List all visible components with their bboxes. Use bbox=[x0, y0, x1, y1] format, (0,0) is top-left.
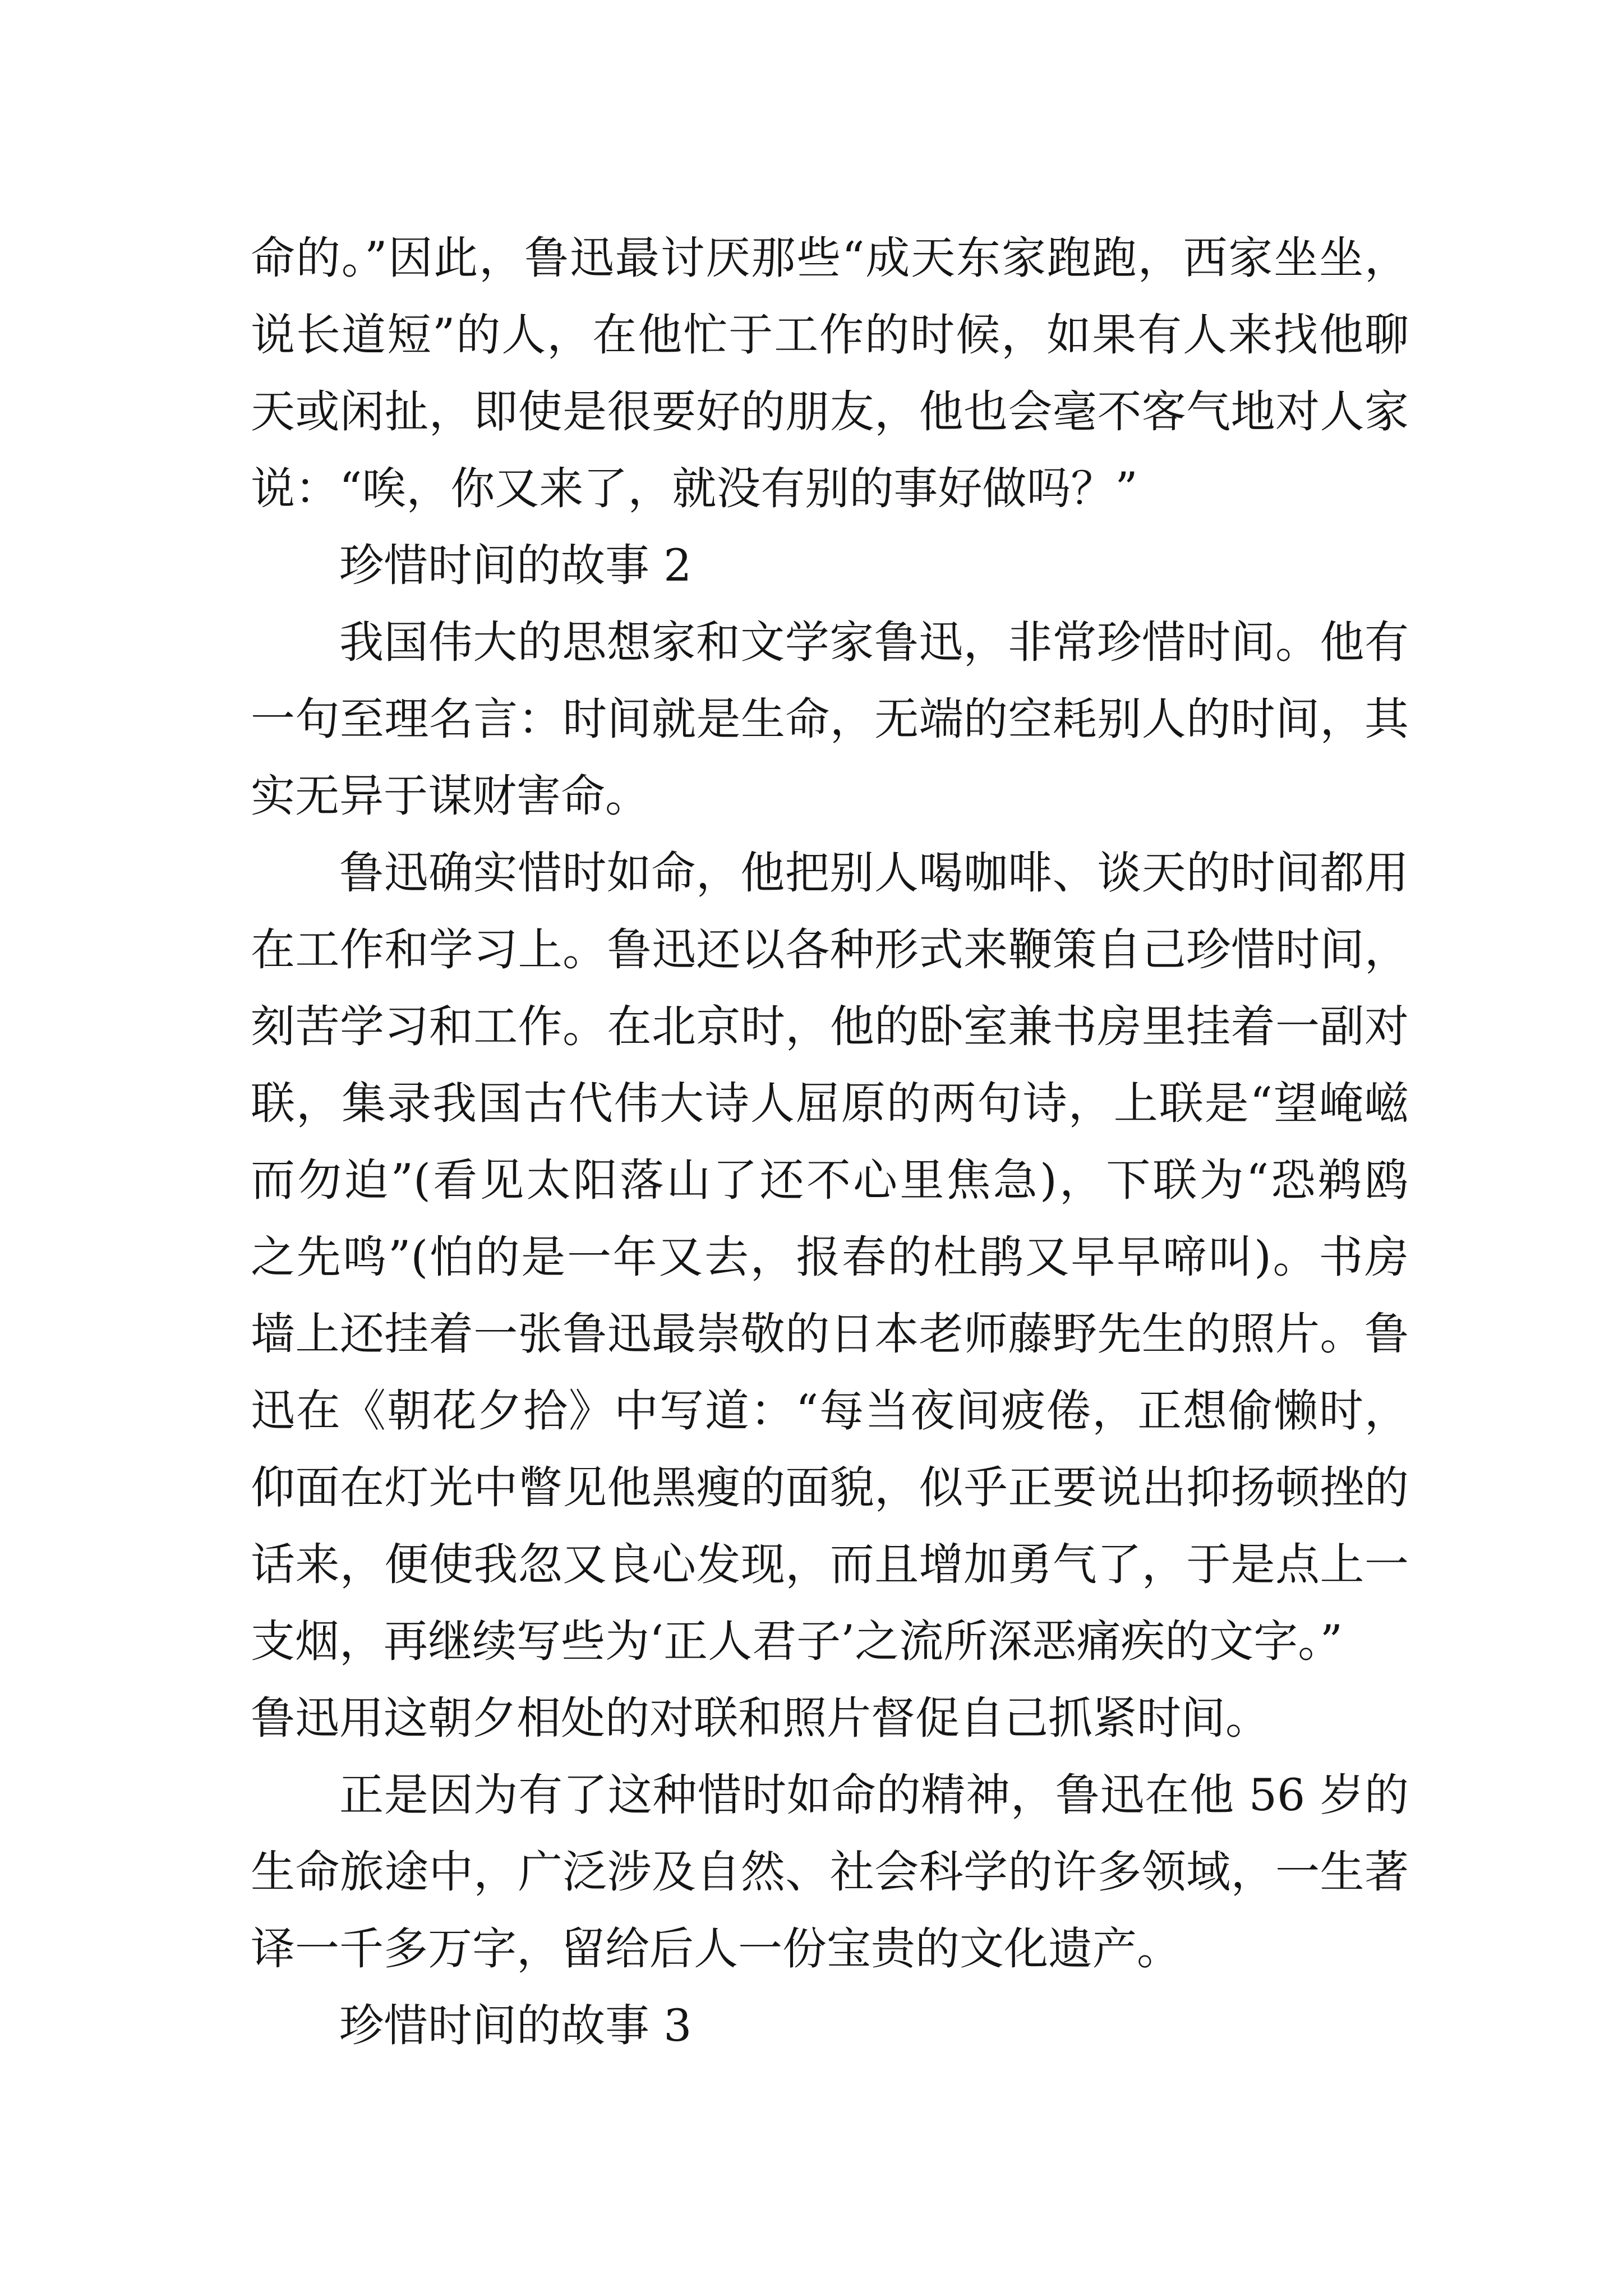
text-line: 实无异于谋财害命。 bbox=[251, 770, 649, 822]
text-line: 墙上还挂着一张鲁迅最崇敬的日本老师藤野先生的照片。鲁 bbox=[251, 1308, 1409, 1360]
text-line: 而勿迫”(看见太阳落山了还不心里焦急)，下联为“恐鹈鸥 bbox=[251, 1154, 1409, 1206]
paragraph bbox=[251, 604, 1409, 835]
section-heading: 珍惜时间的故事 2 bbox=[339, 540, 692, 591]
text-line: 我国伟大的思想家和文学家鲁迅，非常珍惜时间。他有 bbox=[339, 616, 1409, 668]
text-line: 在工作和学习上。鲁迅还以各种形式来鞭策自己珍惜时间， bbox=[251, 924, 1409, 976]
text-line: 说长道短”的人，在他忙于工作的时候，如果有人来找他聊 bbox=[251, 309, 1409, 361]
text-line: 一句至理名言：时间就是生命，无端的空耗别人的时间，其 bbox=[251, 693, 1409, 745]
paragraph bbox=[251, 220, 1409, 527]
text-line: 鲁迅确实惜时如命，他把别人喝咖啡、谈天的时间都用 bbox=[339, 847, 1409, 899]
section-heading: 珍惜时间的故事 3 bbox=[339, 2000, 692, 2051]
text-line: 支烟，再继续写些为‘正人君子’之流所深恶痛疾的文字。” bbox=[251, 1616, 1343, 1667]
text-line: 正是因为有了这种惜时如命的精神，鲁迅在他 56 岁的 bbox=[339, 1769, 1409, 1821]
text-line: 天或闲扯，即使是很要好的朋友，他也会毫不客气地对人家 bbox=[251, 386, 1409, 438]
text-line: 联，集录我国古代伟大诗人屈原的两句诗，上联是“望崦嵫 bbox=[251, 1078, 1409, 1129]
paragraph bbox=[251, 835, 1409, 1757]
text-line: 鲁迅用这朝夕相处的对联和照片督促自己抓紧时间。 bbox=[251, 1692, 1270, 1744]
text-line: 之先鸣”(怕的是一年又去，报春的杜鹃又早早啼叫)。书房 bbox=[251, 1231, 1409, 1283]
text-line: 说：“唉，你又来了，就没有别的事好做吗？” bbox=[251, 463, 1138, 514]
text-line: 生命旅途中，广泛涉及自然、社会科学的许多领域，一生著 bbox=[251, 1846, 1409, 1898]
paragraph bbox=[251, 1757, 1409, 1987]
text-line: 仰面在灯光中瞥见他黑瘦的面貌，似乎正要说出抑扬顿挫的 bbox=[251, 1462, 1409, 1513]
text-line: 译一千多万字，留给后人一份宝贵的文化遗产。 bbox=[251, 1923, 1181, 1975]
text-line: 迅在《朝花夕拾》中写道：“每当夜间疲倦，正想偷懒时， bbox=[251, 1385, 1409, 1437]
document-body bbox=[251, 220, 1409, 2064]
text-line: 命的。”因此，鲁迅最讨厌那些“成天东家跑跑，西家坐坐， bbox=[251, 232, 1409, 284]
text-line: 刻苦学习和工作。在北京时，他的卧室兼书房里挂着一副对 bbox=[251, 1001, 1409, 1052]
text-line: 话来，便使我忽又良心发现，而且增加勇气了，于是点上一 bbox=[251, 1539, 1409, 1590]
